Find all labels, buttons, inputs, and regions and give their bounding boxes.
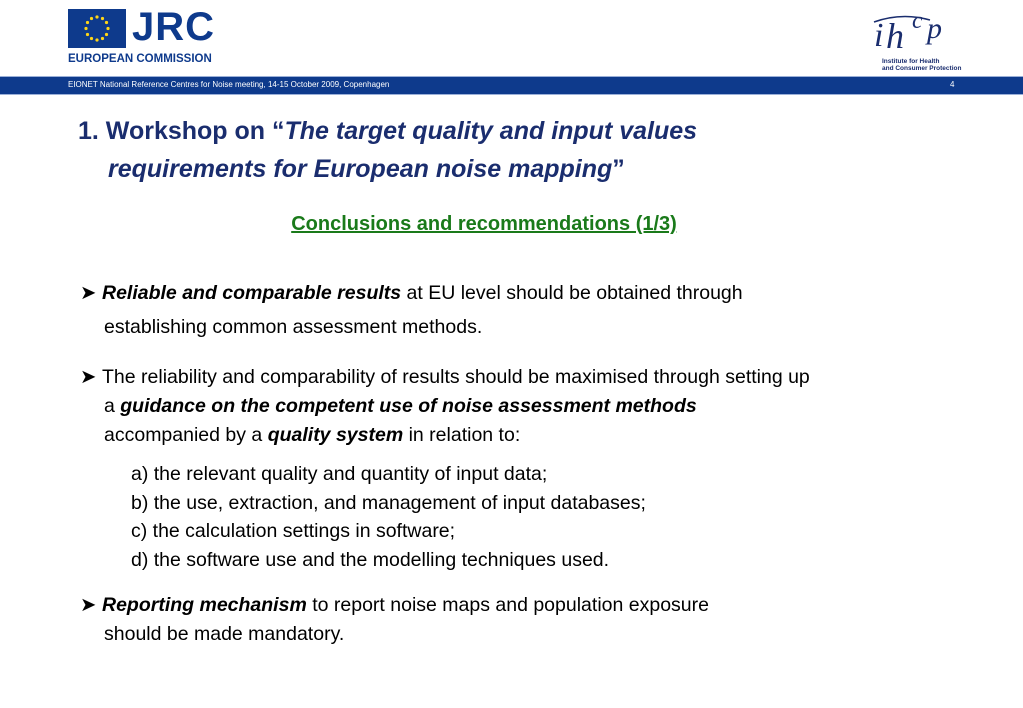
eu-flag-icon: [68, 9, 126, 48]
bullet-reliable-results: ➤ Reliable and comparable results at EU level should be obtained through establishing common assessment methods.: [80, 278, 980, 342]
european-commission-label: EUROPEAN COMMISSION: [68, 53, 212, 65]
svg-text:c: c: [912, 8, 923, 34]
arrow-bullet-icon: ➤: [80, 594, 97, 616]
arrow-bullet-icon: ➤: [80, 366, 97, 388]
svg-text:h: h: [886, 16, 904, 56]
section-subtitle: Conclusions and recommendations (1/3): [291, 213, 677, 235]
banner-text: EIONET National Reference Centres for Noise meeting, 14-15 October 2009, Copenhagen: [68, 80, 390, 89]
slide-title: 1. Workshop on “The target quality and input values requirements for European noise mapping”: [78, 117, 698, 183]
page-number: 4: [950, 80, 955, 89]
list-item: b) the use, extraction, and management of input databases;: [131, 491, 646, 514]
list-item: a) the relevant quality and quantity of input data;: [131, 463, 548, 485]
meeting-banner: [0, 76, 1023, 95]
svg-text:i: i: [874, 17, 884, 54]
arrow-bullet-icon: ➤: [80, 282, 97, 304]
bullet-reliability: ➤ The reliability and comparability of results should be maximised through setting up a guidance on the competent use of noise assessment methods accompanied by a quality system in relation to:: [80, 363, 980, 450]
ihcp-logo: [872, 8, 962, 78]
ihcp-caption: Institute for Health and Consumer Protection: [882, 58, 962, 72]
jrc-logo: [68, 5, 218, 67]
sub-list: [131, 460, 646, 574]
jrc-wordmark: JRC: [132, 5, 216, 49]
svg-text:p: p: [927, 12, 942, 45]
bullet-reporting: ➤ Reporting mechanism to report noise maps and population exposure should be made mandatory.: [80, 591, 980, 649]
list-item: c) the calculation settings in software;: [131, 520, 456, 542]
ihcp-logo-icon: [872, 8, 962, 58]
list-item: d) the software use and the modelling techniques used.: [131, 548, 610, 571]
